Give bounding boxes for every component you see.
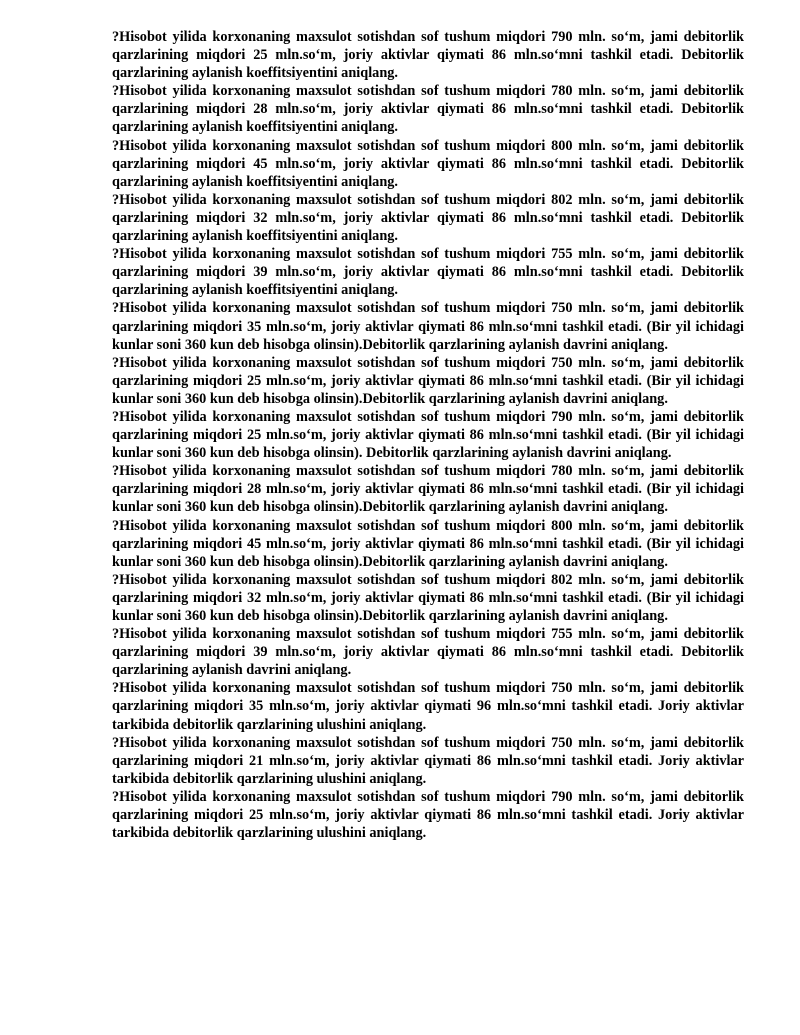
question-paragraph: ?Hisobot yilida korxonaning maxsulot sotishdan sof tushum miqdori 750 mln. so‘m, jami debitorlik qarzlarining miqdori 35 mln.so‘m, joriy aktivlar qiymati 86 mln.so‘mni tashkil etadi. (Bir yil ichidagi kunlar soni 360 kun deb hisobga olinsin).Debitorlik qarzlarining aylanish davrini aniqlang. <box>112 300 744 353</box>
question-paragraph: ?Hisobot yilida korxonaning maxsulot sotishdan sof tushum miqdori 790 mln. so‘m, jami debitorlik qarzlarining miqdori 25 mln.so‘m, joriy aktivlar qiymati 86 mln.so‘mni tashkil etadi. Debitorlik qarzlarining aylanish koeffitsiyentini aniqlang. <box>112 29 744 82</box>
question-paragraph: ?Hisobot yilida korxonaning maxsulot sotishdan sof tushum miqdori 750 mln. so‘m, jami debitorlik qarzlarining miqdori 21 mln.so‘m, joriy aktivlar qiymati 86 mln.so‘mni tashkil etadi. Joriy aktivlar tarkibida debitorlik qarzlarining ulushini aniqlang. <box>112 734 744 787</box>
question-paragraph: ?Hisobot yilida korxonaning maxsulot sotishdan sof tushum miqdori 750 mln. so‘m, jami debitorlik qarzlarining miqdori 25 mln.so‘m, joriy aktivlar qiymati 86 mln.so‘mni tashkil etadi. (Bir yil ichidagi kunlar soni 360 kun deb hisobga olinsin).Debitorlik qarzlarining aylanish davrini aniqlang. <box>112 354 744 407</box>
question-paragraph: ?Hisobot yilida korxonaning maxsulot sotishdan sof tushum miqdori 790 mln. so‘m, jami debitorlik qarzlarining miqdori 25 mln.so‘m, joriy aktivlar qiymati 86 mln.so‘mni tashkil etadi. Joriy aktivlar tarkibida debitorlik qarzlarining ulushini aniqlang. <box>112 788 744 842</box>
question-paragraph: ?Hisobot yilida korxonaning maxsulot sotishdan sof tushum miqdori 800 mln. so‘m, jami debitorlik qarzlarining miqdori 45 mln.so‘m, joriy aktivlar qiymati 86 mln.so‘mni tashkil etadi. (Bir yil ichidagi kunlar soni 360 kun deb hisobga olinsin).Debitorlik qarzlarining aylanish davrini aniqlang. <box>112 517 744 570</box>
question-paragraph: ?Hisobot yilida korxonaning maxsulot sotishdan sof tushum miqdori 780 mln. so‘m, jami debitorlik qarzlarining miqdori 28 mln.so‘m, joriy aktivlar qiymati 86 mln.so‘mni tashkil etadi. (Bir yil ichidagi kunlar soni 360 kun deb hisobga olinsin).Debitorlik qarzlarining aylanish davrini aniqlang. <box>112 463 744 516</box>
question-paragraph: ?Hisobot yilida korxonaning maxsulot sotishdan sof tushum miqdori 802 mln. so‘m, jami debitorlik qarzlarining miqdori 32 mln.so‘m, joriy aktivlar qiymati 86 mln.so‘mni tashkil etadi. Debitorlik qarzlarining aylanish koeffitsiyentini aniqlang. <box>112 191 744 245</box>
question-paragraph: ?Hisobot yilida korxonaning maxsulot sotishdan sof tushum miqdori 750 mln. so‘m, jami debitorlik qarzlarining miqdori 35 mln.so‘m, joriy aktivlar qiymati 96 mln.so‘mni tashkil etadi. Joriy aktivlar tarkibida debitorlik qarzlarining ulushini aniqlang. <box>112 680 744 733</box>
question-paragraph: ?Hisobot yilida korxonaning maxsulot sotishdan sof tushum miqdori 800 mln. so‘m, jami debitorlik qarzlarining miqdori 45 mln.so‘m, joriy aktivlar qiymati 86 mln.so‘mni tashkil etadi. Debitorlik qarzlarining aylanish koeffitsiyentini aniqlang. <box>112 137 744 190</box>
question-paragraph: ?Hisobot yilida korxonaning maxsulot sotishdan sof tushum miqdori 780 mln. so‘m, jami debitorlik qarzlarining miqdori 28 mln.so‘m, joriy aktivlar qiymati 86 mln.so‘mni tashkil etadi. Debitorlik qarzlarining aylanish koeffitsiyentini aniqlang. <box>112 83 744 136</box>
question-paragraph: ?Hisobot yilida korxonaning maxsulot sotishdan sof tushum miqdori 790 mln. so‘m, jami debitorlik qarzlarining miqdori 25 mln.so‘m, joriy aktivlar qiymati 86 mln.so‘mni tashkil etadi. (Bir yil ichidagi kunlar soni 360 kun deb hisobga olinsin). Debitorlik qarzlarining aylanish davrini aniqlang. <box>112 408 744 462</box>
question-paragraph: ?Hisobot yilida korxonaning maxsulot sotishdan sof tushum miqdori 755 mln. so‘m, jami debitorlik qarzlarining miqdori 39 mln.so‘m, joriy aktivlar qiymati 86 mln.so‘mni tashkil etadi. Debitorlik qarzlarining aylanish davrini aniqlang. <box>112 626 744 679</box>
question-paragraph: ?Hisobot yilida korxonaning maxsulot sotishdan sof tushum miqdori 802 mln. so‘m, jami debitorlik qarzlarining miqdori 32 mln.so‘m, joriy aktivlar qiymati 86 mln.so‘mni tashkil etadi. (Bir yil ichidagi kunlar soni 360 kun deb hisobga olinsin).Debitorlik qarzlarining aylanish davrini aniqlang. <box>112 571 744 624</box>
question-paragraph: ?Hisobot yilida korxonaning maxsulot sotishdan sof tushum miqdori 755 mln. so‘m, jami debitorlik qarzlarining miqdori 39 mln.so‘m, joriy aktivlar qiymati 86 mln.so‘mni tashkil etadi. Debitorlik qarzlarining aylanish koeffitsiyentini aniqlang. <box>112 246 744 299</box>
document-page <box>112 28 744 842</box>
